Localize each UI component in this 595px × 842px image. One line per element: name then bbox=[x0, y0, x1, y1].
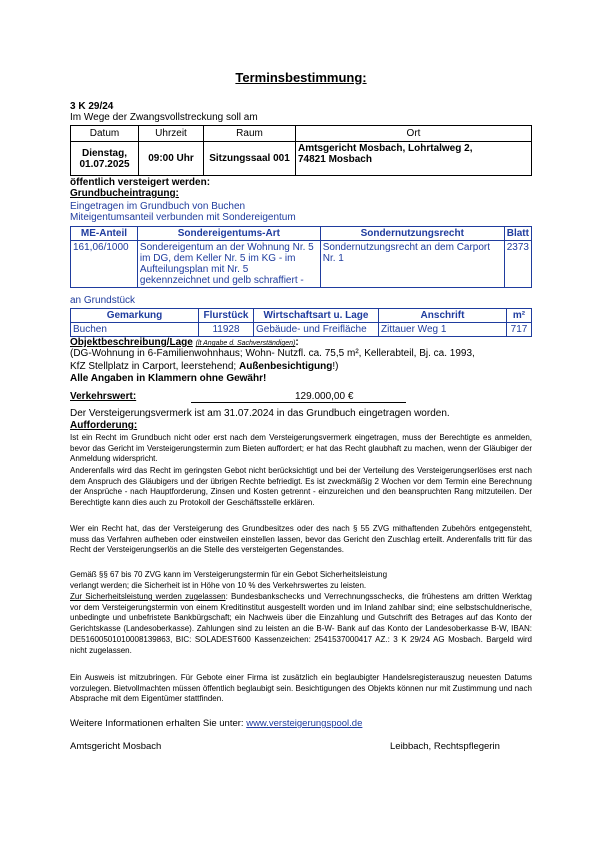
aussenbesichtigung: Außenbesichtigung bbox=[238, 361, 333, 372]
weitere-info: Weitere Informationen erhalten Sie unter: bbox=[70, 718, 247, 729]
datum-line2: 01.07.2025 bbox=[79, 158, 130, 170]
me-anteil: 161,06/1000 bbox=[71, 241, 138, 288]
blatt: 2373 bbox=[504, 241, 531, 288]
flurstueck: 11928 bbox=[199, 323, 254, 337]
objekt-note: (lt Angabe d. Sachverständigen) bbox=[195, 340, 296, 347]
wirtschaftsart: Gebäude- und Freifläche bbox=[254, 323, 379, 337]
paragraph-4-line1: Gemäß §§ 67 bis 70 ZVG kann im Versteigerungstermin für ein Gebot Sicherheitsleistung bbox=[70, 570, 388, 579]
court-name: Amtsgericht Mosbach bbox=[70, 741, 162, 752]
me-table bbox=[70, 226, 532, 288]
ort-line2: 74821 Mosbach bbox=[298, 154, 372, 165]
grundbuch-line1: Eingetragen im Grundbuch von Buchen bbox=[70, 201, 246, 212]
termin-uhrzeit: 09:00 Uhr bbox=[139, 142, 204, 176]
grundstueck-label: an Grundstück bbox=[70, 295, 136, 306]
objekt-colon: : bbox=[295, 337, 299, 348]
objekt-line2c: !) bbox=[332, 361, 339, 372]
header-me-anteil: ME-Anteil bbox=[71, 227, 138, 241]
signer: Leibbach, Rechtspflegerin bbox=[390, 741, 500, 752]
header-sondereigentum: Sondereigentums-Art bbox=[137, 227, 320, 241]
aufforderung-heading: Aufforderung: bbox=[70, 420, 138, 431]
termin-raum: Sitzungssaal 001 bbox=[204, 142, 296, 176]
header-anschrift: Anschrift bbox=[379, 309, 507, 323]
sicherheitsleistung-text: : Bundesbankschecks und Verrechnungsschecks, die frühestens am dritten Werktag vor dem Versteigerungstermin von einem Kreditinstitut ausgestellt worden und im Inland zahlbar sind; eine selbstschuldnerische, unbedingte und unbefristete Bankbürgschaft; ein Nachweis über die Einzahlung und Gutschrift des Betrages auf das Konto der Gerichtskasse (Landesoberkasse). Zahlungen sind zu leisten an die B-W- Bank auf das Konto der Landesoberkasse B-W, IBAN: DE51600501010008139863, BIC: SOLADEST600 Kassenzeichen: 2541537000417 AZ.: 3 K 29/24 AG Mosbach. Bargeld wird nicht zugelassen. bbox=[70, 592, 532, 655]
sondereigentum-art: Sondereigentum an der Wohnung Nr. 5 im DG, dem Keller Nr. 5 im KG - im Aufteilungsplan mit Nr. 5 gekennzeichnet und gelb schraffiert - bbox=[137, 241, 320, 288]
objekt-line2 bbox=[70, 361, 338, 372]
termin-datum bbox=[71, 142, 139, 176]
paragraph-3: Wer ein Recht hat, das der Versteigerung des Grundbesitzes oder des nach § 55 ZVG mithaftenden Zubehörs entgegensteht, muss das Verfahren aufheben oder einstweilen einstellen lassen, bevor das Gericht den Zuschlag erteilt. Anderenfalls tritt für das Recht der Versteigerungserlös an die Stelle des versteigerten Gegenstandes. bbox=[70, 524, 532, 555]
paragraph-2: Anderenfalls wird das Recht im geringsten Gebot nicht berücksichtigt und bei der Verteilung des Versteigerungserlöses erst nach dem Anspruch des Gläubigers und der übrigen Rechte befriedigt. Es ist zweckmäßig 2 Wochen vor dem Termin eine Berechnung der Ansprüche - nach Hauptforderung, Zinsen und Kosten getrennt - einzureichen und den beanspruchten Rang mitzuteilen. Der Berechtigte kann dies auch zu Protokoll der Geschäftsstelle erklären. bbox=[70, 466, 532, 508]
header-uhrzeit: Uhrzeit bbox=[139, 126, 204, 142]
header-flurstueck: Flurstück bbox=[199, 309, 254, 323]
termin-table bbox=[70, 125, 532, 176]
header-ort: Ort bbox=[296, 126, 532, 142]
header-blatt: Blatt bbox=[504, 227, 531, 241]
vermerk-text: Der Versteigerungsvermerk ist am 31.07.2024 in das Grundbuch eingetragen worden. bbox=[70, 408, 450, 419]
header-gemarkung: Gemarkung bbox=[71, 309, 199, 323]
objekt-line2a: KfZ Stellplatz in Carport, leerstehend; bbox=[70, 361, 239, 372]
grundbuch-line2: Miteigentumsanteil verbunden mit Sondereigentum bbox=[70, 212, 296, 223]
weitere-info-line bbox=[70, 718, 362, 729]
sondernutzungsrecht: Sondernutzungsrecht an dem Carport Nr. 1 bbox=[320, 241, 504, 288]
objekt-line1: (DG-Wohnung in 6-Familienwohnhaus; Wohn- Nutzfl. ca. 75,5 m², Kellerabteil, Bj. ca. 1993, bbox=[70, 348, 475, 359]
header-wirtschaftsart: Wirtschaftsart u. Lage bbox=[254, 309, 379, 323]
page-title: Terminsbestimmung: bbox=[235, 70, 367, 85]
termin-ort bbox=[296, 142, 532, 176]
verkehrswert-label: Verkehrswert: bbox=[70, 391, 137, 402]
paragraph-6: Ein Ausweis ist mitzubringen. Für Gebote einer Firma ist zusätzlich ein beglaubigter Handelsregisterauszug neuesten Datums vorzulegen. Bietvollmachten müssen öffentlich beglaubigt sein. Besichtigungen des Objekts können nur mit Zustimmung und nach Absprache mit dem Eigentümer stattfinden. bbox=[70, 673, 532, 704]
versteigerungspool-link[interactable]: www.versteigerungspool.de bbox=[246, 718, 363, 729]
versteigert-text: öffentlich versteigert werden: bbox=[70, 177, 211, 188]
header-m2: m² bbox=[507, 309, 532, 323]
objekt-heading-line bbox=[70, 337, 299, 348]
ort-line1: Amtsgericht Mosbach, Lohrtalweg 2, bbox=[298, 143, 473, 154]
datum-line1: Dienstag, bbox=[81, 147, 127, 159]
paragraph-5 bbox=[70, 592, 532, 656]
sicherheitsleistung-heading: Zur Sicherheitsleistung werden zugelassen bbox=[70, 592, 226, 601]
grundbuch-heading: Grundbucheintragung: bbox=[70, 188, 179, 199]
header-sondernutzung: Sondernutzungsrecht bbox=[320, 227, 504, 241]
verkehrswert-rule bbox=[191, 402, 406, 403]
objekt-heading: Objektbeschreibung/Lage bbox=[70, 337, 193, 348]
header-raum: Raum bbox=[204, 126, 296, 142]
header-datum: Datum bbox=[71, 126, 139, 142]
anschrift: Zittauer Weg 1 bbox=[379, 323, 507, 337]
paragraph-4-line2: verlangt werden; die Sicherheit ist in Höhe von 10 % des Verkehrswertes zu leisten. bbox=[70, 581, 367, 590]
verkehrswert-value: 129.000,00 € bbox=[295, 391, 354, 402]
aktenzeichen: 3 K 29/24 bbox=[70, 101, 114, 112]
intro-text: Im Wege der Zwangsvollstreckung soll am bbox=[70, 112, 258, 123]
flaeche-m2: 717 bbox=[507, 323, 532, 337]
flurstueck-table bbox=[70, 308, 532, 337]
gemarkung: Buchen bbox=[71, 323, 199, 337]
alle-angaben: Alle Angaben in Klammern ohne Gewähr! bbox=[70, 373, 267, 384]
paragraph-1: Ist ein Recht im Grundbuch nicht oder erst nach dem Versteigerungsvermerk eingetragen, muss der Berechtigte es anmelden, bevor das Gericht im Versteigerungstermin zum Bieten auffordert; er hat das Recht glaubhaft zu machen, wenn der Gläubiger der Anmeldung widerspricht. bbox=[70, 433, 532, 464]
